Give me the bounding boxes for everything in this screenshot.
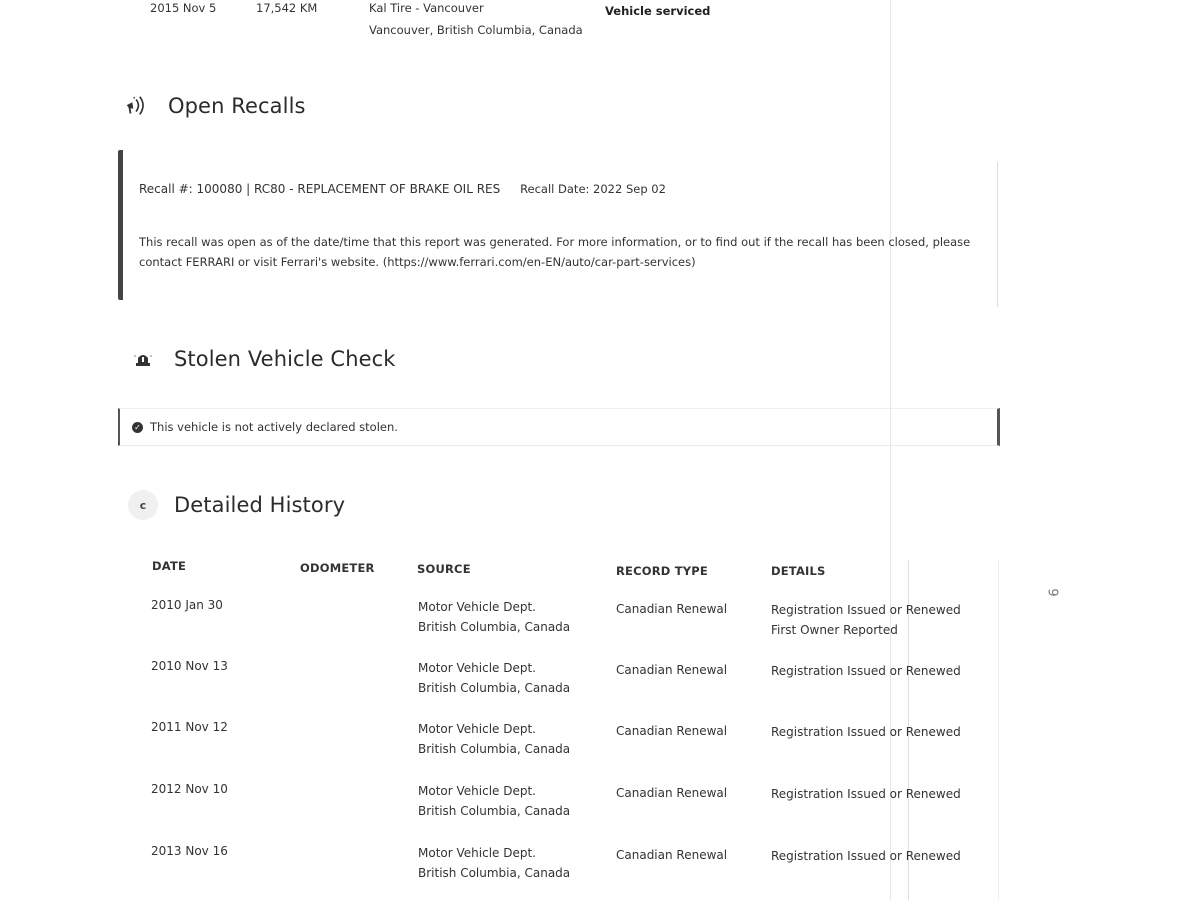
- open-recalls-header: [124, 93, 306, 119]
- row-record-type: Canadian Renewal: [616, 724, 728, 738]
- column-header-date: DATE: [152, 559, 187, 573]
- row-source: Motor Vehicle Dept. British Columbia, Canada: [418, 600, 571, 634]
- row-details: Registration Issued or Renewed First Owner Reported: [771, 603, 961, 637]
- police-light-icon: [130, 346, 156, 372]
- megaphone-icon: [124, 93, 150, 119]
- section-title: Open Recalls: [168, 94, 306, 118]
- card-edge: [997, 162, 998, 307]
- recall-number: Recall #: 100080 | RC80 - REPLACEMENT OF BRAKE OIL RES: [139, 182, 501, 196]
- row-date: 2011 Nov 12: [151, 720, 228, 734]
- check-circle-icon: ✓: [132, 422, 143, 433]
- recall-description: This recall was open as of the date/time that this report was generated. For more information, or to find out if the recall has been closed, please contact FERRARI or visit Ferrari's website. (https://www.ferrari.com/en-EN/auto/car-part-services): [139, 235, 971, 269]
- record-details: Vehicle serviced: [605, 4, 711, 18]
- row-record-type: Canadian Renewal: [616, 848, 728, 862]
- record-source-name: Kal Tire - Vancouver: [369, 1, 484, 15]
- column-header-record-type: RECORD TYPE: [616, 564, 708, 578]
- table-row: [130, 595, 1000, 655]
- record-source-location: Vancouver, British Columbia, Canada: [369, 23, 583, 37]
- row-record-type: Canadian Renewal: [616, 663, 728, 677]
- table-row: [130, 779, 1000, 839]
- section-title: Detailed History: [174, 493, 346, 517]
- table-row: [130, 656, 1000, 716]
- row-date: 2010 Nov 13: [151, 659, 228, 673]
- row-source: Motor Vehicle Dept. British Columbia, Canada: [418, 784, 571, 818]
- row-source: Motor Vehicle Dept. British Columbia, Canada: [418, 661, 571, 695]
- row-details: Registration Issued or Renewed: [771, 849, 961, 863]
- stolen-status-message: This vehicle is not actively declared stolen.: [150, 420, 398, 434]
- section-title: Stolen Vehicle Check: [174, 347, 396, 371]
- row-source: Motor Vehicle Dept. British Columbia, Canada: [418, 846, 571, 880]
- column-header-odometer: ODOMETER: [300, 561, 375, 575]
- recall-summary: [139, 182, 666, 196]
- row-date: 2012 Nov 10: [151, 782, 228, 796]
- stolen-check-header: [130, 346, 396, 372]
- column-header-source: SOURCE: [417, 562, 471, 576]
- margin-mark: 9: [1044, 588, 1060, 597]
- table-row: [130, 717, 1000, 777]
- table-row: [130, 841, 1000, 901]
- detailed-history-header: [128, 490, 345, 520]
- column-header-details: DETAILS: [771, 564, 826, 578]
- clock-history-icon: c: [128, 490, 158, 520]
- record-date: 2015 Nov 5: [150, 1, 217, 15]
- row-record-type: Canadian Renewal: [616, 786, 728, 800]
- row-details: Registration Issued or Renewed: [771, 725, 961, 739]
- row-source: Motor Vehicle Dept. British Columbia, Canada: [418, 722, 571, 756]
- row-date: 2013 Nov 16: [151, 844, 228, 858]
- service-record-row: [0, 0, 1000, 45]
- stolen-status-box: [118, 408, 1000, 446]
- row-record-type: Canadian Renewal: [616, 602, 728, 616]
- row-details: Registration Issued or Renewed: [771, 664, 961, 678]
- record-odometer: 17,542 KM: [256, 1, 318, 15]
- row-details: Registration Issued or Renewed: [771, 787, 961, 801]
- recall-date: Recall Date: 2022 Sep 02: [520, 182, 666, 196]
- recall-card: [118, 150, 998, 300]
- row-date: 2010 Jan 30: [151, 598, 223, 612]
